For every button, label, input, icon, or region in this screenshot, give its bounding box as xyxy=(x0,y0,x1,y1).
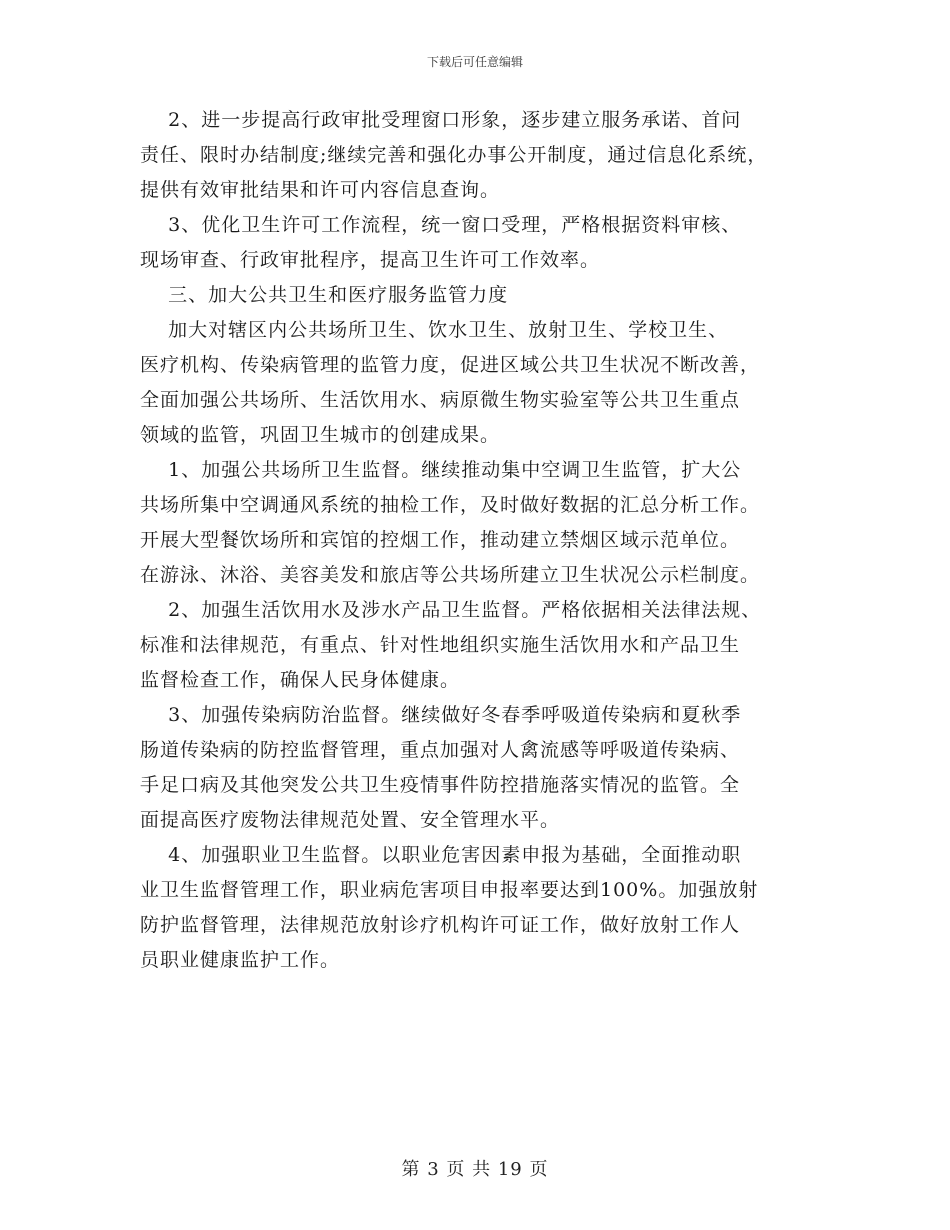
text-line: 4、加强职业卫生监督。以职业危害因素申报为基础，全面推动职 xyxy=(140,844,742,866)
text-line: 医疗机构、传染病管理的监管力度，促进区域公共卫生状况不断改善， xyxy=(140,354,761,376)
text-line: 2、进一步提高行政审批受理窗口形象，逐步建立服务承诺、首问 xyxy=(140,109,742,131)
text-line: 面提高医疗废物法律规范处置、安全管理水平。 xyxy=(140,809,561,831)
text-line: 标准和法律规范，有重点、针对性地组织实施生活饮用水和产品卫生 xyxy=(140,634,741,656)
text-line: 三、加大公共卫生和医疗服务监管力度 xyxy=(140,284,509,306)
page-number: 第 3 页 共 19 页 xyxy=(401,1159,549,1180)
text-line: 员职业健康监护工作。 xyxy=(140,949,341,971)
text-line: 现场审查、行政审批程序，提高卫生许可工作效率。 xyxy=(140,249,601,271)
text-line: 防护监督管理，法律规范放射诊疗机构许可证工作，做好放射工作人 xyxy=(140,914,741,936)
text-line: 手足口病及其他突发公共卫生疫情事件防控措施落实情况的监管。全 xyxy=(140,774,741,796)
text-line: 共场所集中空调通风系统的抽检工作，及时做好数据的汇总分析工作。 xyxy=(140,494,761,516)
text-line: 加大对辖区内公共场所卫生、饮水卫生、放射卫生、学校卫生、 xyxy=(140,319,729,341)
document-body xyxy=(140,108,830,983)
text-line: 监督检查工作，确保人民身体健康。 xyxy=(140,669,461,691)
text-line: 3、优化卫生许可工作流程，统一窗口受理，严格根据资料审核、 xyxy=(140,214,742,236)
text-line: 在游泳、沐浴、美容美发和旅店等公共场所建立卫生状况公示栏制度。 xyxy=(140,564,761,586)
text-line: 肠道传染病的防控监督管理，重点加强对人禽流感等呼吸道传染病、 xyxy=(140,739,741,761)
text-line: 3、加强传染病防治监督。继续做好冬春季呼吸道传染病和夏秋季 xyxy=(140,704,742,726)
text-line: 业卫生监督管理工作，职业病危害项目申报率要达到100%。加强放射 xyxy=(140,879,759,901)
text-line: 2、加强生活饮用水及涉水产品卫生监督。严格依据相关法律法规、 xyxy=(140,599,762,621)
text-line: 领域的监管，巩固卫生城市的创建成果。 xyxy=(140,424,501,446)
page-header-note: 下载后可任意编辑 xyxy=(426,55,523,69)
text-line: 责任、限时办结制度;继续完善和强化办事公开制度，通过信息化系统， xyxy=(140,144,768,166)
text-line: 全面加强公共场所、生活饮用水、病原微生物实验室等公共卫生重点 xyxy=(140,389,741,411)
text-line: 开展大型餐饮场所和宾馆的控烟工作，推动建立禁烟区域示范单位。 xyxy=(140,529,741,551)
text-line: 1、加强公共场所卫生监督。继续推动集中空调卫生监管，扩大公 xyxy=(140,459,742,481)
text-line: 提供有效审批结果和许可内容信息查询。 xyxy=(140,179,501,201)
